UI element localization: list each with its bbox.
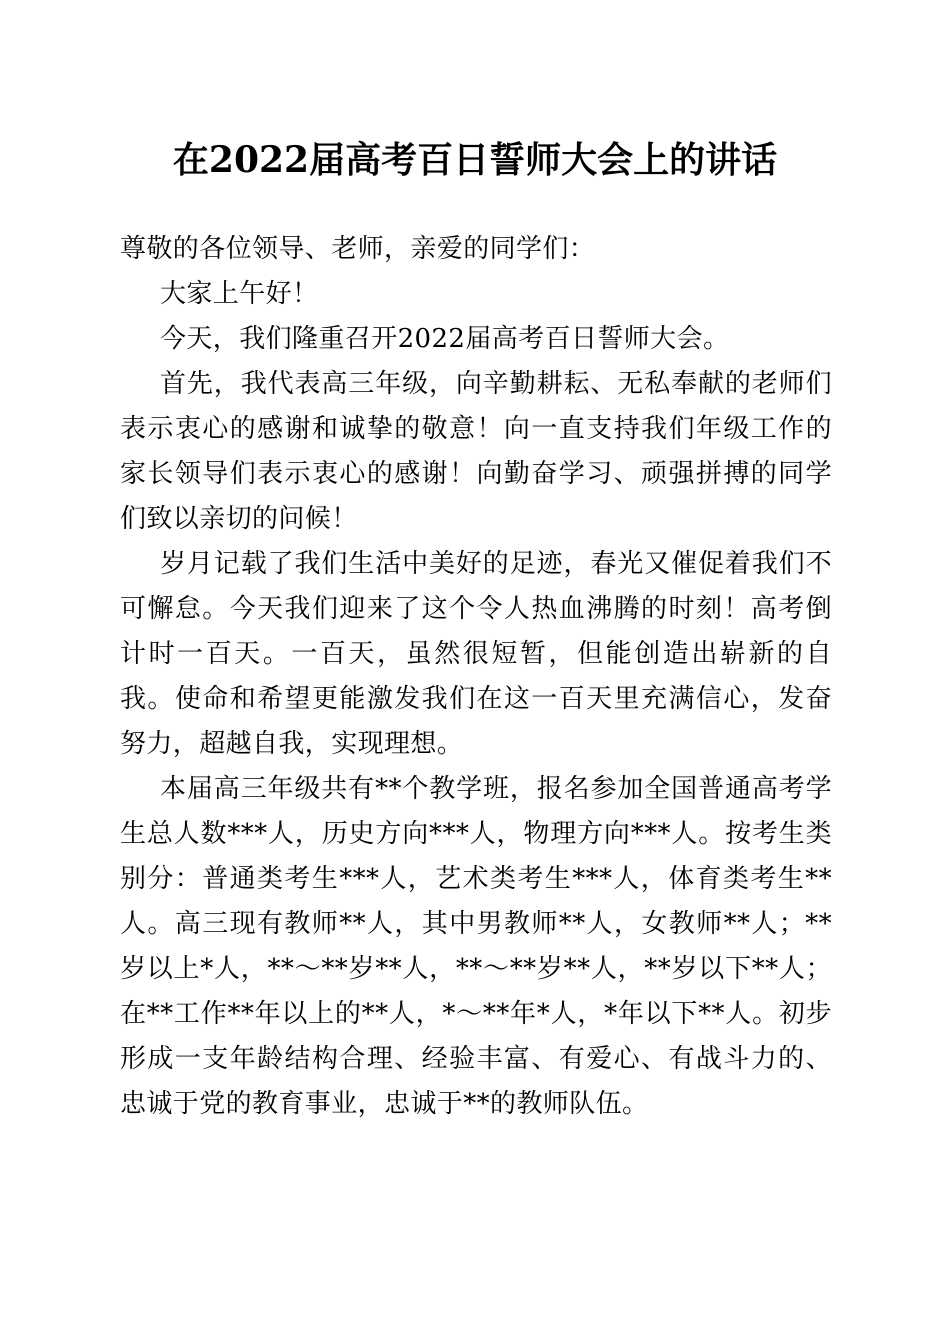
paragraph-statistics: 本届高三年级共有**个教学班，报名参加全国普通高考学生总人数***人，历史方向***人，物理方向***人。按考生类别分：普通类考生***人，艺术类考生***人，体育类考生**人。高三现有教师**人，其中男教师**人，女教师**人；**岁以上*人，**～**岁**人，**～**岁**人，**岁以下**人；在**工作**年以上的**人，*～**年*人，*年以下**人。初步形成一支年龄结构合理、经验丰富、有爱心、有战斗力的、忠诚于党的教育事业，忠诚于**的教师队伍。: [120, 774, 832, 1119]
paragraph-encouragement: 岁月记载了我们生活中美好的足迹，春光又催促着我们不可懈怠。今天我们迎来了这个令人热血沸腾的时刻！高考倒计时一百天。一百天，虽然很短暂，但能创造出崭新的自我。使命和希望更能激发我们在这一百天里充满信心，发奋努力，超越自我，实现理想。: [120, 549, 832, 759]
salutation: 尊敬的各位领导、老师，亲爱的同学们：: [120, 234, 596, 264]
document-body: [120, 227, 832, 1127]
document-title: 在2022届高考百日誓师大会上的讲话: [172, 139, 778, 181]
paragraph-greeting: 大家上午好！: [160, 279, 319, 309]
paragraph-opening: 今天，我们隆重召开2022届高考百日誓师大会。: [160, 324, 730, 354]
paragraph-thanks: 首先，我代表高三年级，向辛勤耕耘、无私奉献的老师们表示衷心的感谢和诚挚的敬意！向一直支持我们年级工作的家长领导们表示衷心的感谢！向勤奋学习、顽强拼搏的同学们致以亲切的问候！: [120, 369, 832, 534]
